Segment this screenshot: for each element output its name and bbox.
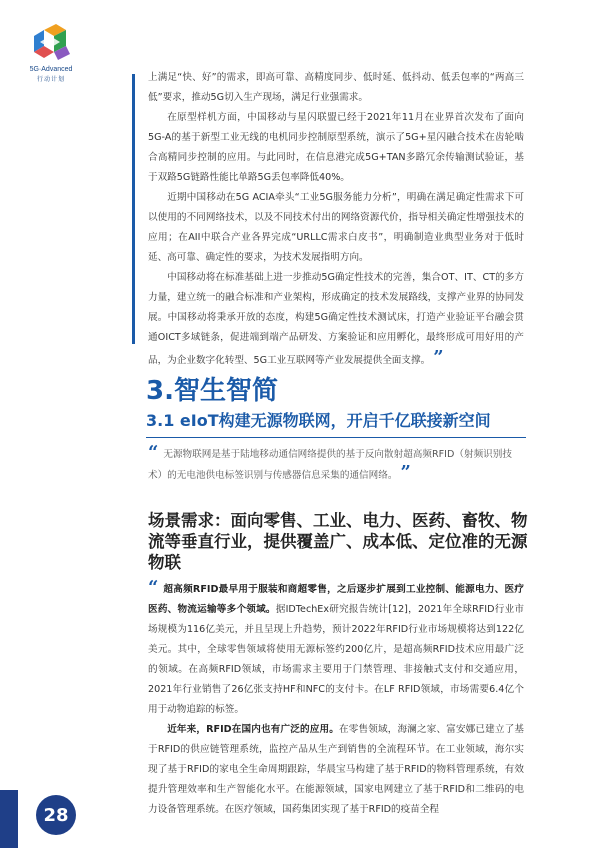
close-quote-icon: ” bbox=[433, 347, 444, 368]
subtitle-rule bbox=[146, 437, 526, 438]
paragraph: 近年来，RFID在国内也有广泛的应用。在零售领域，海澜之家、富安娜已建立了基于RFID的供应链管理系统，监控产品从生产到销售的全流程环节。在工业领域，海尔实现了基于RFID的家电全生命周期跟踪，华晨宝马构建了基于RFID的物料管理系统，有效提升管理效率和生产智能化水平。在能源领域，国家电网建立了基于RFID和二维码的电力设备管理系统。在医疗领域，国药集团实现了基于RFID的疫苗全程 bbox=[148, 724, 525, 815]
paragraph: 上满足“快、好”的需求，即高可靠、高精度同步、低时延、低抖动、低丢包率的“两高三低”要求，推动5G切入生产现场，满足行业强需求。 bbox=[148, 72, 524, 103]
paragraph: 中国移动将在标准基础上进一步推动5G确定性技术的完善，集合OT、IT、CT的多方力量，建立统一的融合标准和产业架构，形成确定的技术发展路线，支撑产业界的协同发展。中国移动将秉承开放的态度，构建5G确定性技术测试床，打造产业验证平台融会贯通OICT多域链条，促进端到端产品研发、方案验证和应用孵化，最终形成可用好用的产品，为企业数字化转型、5G工业互联网等产业发展提供全面支撑。 ” bbox=[148, 272, 524, 368]
paragraph: 近期中国移动在5G ACIA牵头“工业5G服务能力分析”，明确在满足确定性需求下可以使用的不同网络技术，以及不同技术付出的网络资源代价，指导相关确定性增强技术的应用；在AII中联合产业各界完成“URLLC需求白皮书”，明确制造业典型业务对于低时延、高可靠、确定性的要求，为技术发展指明方向。 bbox=[148, 192, 524, 263]
section-title: 3.智生智简 bbox=[146, 376, 278, 406]
intro-text: 无源物联网是基于陆地移动通信网络提供的基于反向散射超高频RFID（射频识别技术）的无电池供电标签识别与传感器信息采集的通信网络。 bbox=[148, 449, 512, 481]
section-subtitle: 3.1 eIoT构建无源物联网，开启千亿联接新空间 bbox=[146, 411, 491, 430]
logo-mark-icon bbox=[26, 22, 76, 66]
open-quote-icon: “ bbox=[148, 577, 159, 598]
paragraph: 在原型样机方面，中国移动与星闪联盟已经于2021年11月在业界首次发布了面向5G-A的基于新型工业无线的电机同步控制原型系统，演示了5G+星闪融合技术在齿轮啮合高精同步控制的应用。与此同时，在信息港完成5G+TAN多路冗余传输测试验证，基于双路5G链路性能比单路5G丢包率降低40%。 bbox=[148, 112, 524, 183]
logo bbox=[26, 22, 76, 83]
page-number: 28 bbox=[36, 795, 76, 835]
corner-bar bbox=[0, 790, 18, 848]
intro-quote bbox=[148, 442, 524, 485]
scenario-title: 场景需求：面向零售、工业、电力、医药、畜牧、物流等垂直行业，提供覆盖广、成本低、定位准的无源物联 bbox=[148, 511, 528, 572]
quote-bar bbox=[132, 74, 135, 344]
logo-subtitle: 行动计划 bbox=[36, 76, 65, 83]
logo-brand: 5G·Advanced bbox=[29, 66, 73, 73]
open-quote-icon: “ bbox=[148, 442, 159, 463]
top-text-block bbox=[148, 68, 524, 371]
paragraph: 超高频RFID最早用于服装和商超零售，之后逐步扩展到工业控制、能源电力、医疗医药、物流运输等多个领域。据IDTechEx研究报告统计[12]，2021年全球RFID行业市场规模为116亿美元，并且呈现上升趋势，预计2022年RFID行业市场规模将达到122亿美元。其中，全球零售领域将使用无源标签约200亿片，是超高频RFID技术应用最广泛的领域。在高频RFID领域，市场需求主要用于门禁管理、非接触式支付和交通应用，2021年行业销售了26亿张支持HF和NFC的支付卡。在LF RFID领域，市场需要6.4亿个用于动物追踪的标签。 bbox=[148, 584, 525, 715]
body-text-block bbox=[148, 577, 525, 820]
close-quote-icon: ” bbox=[400, 462, 411, 483]
